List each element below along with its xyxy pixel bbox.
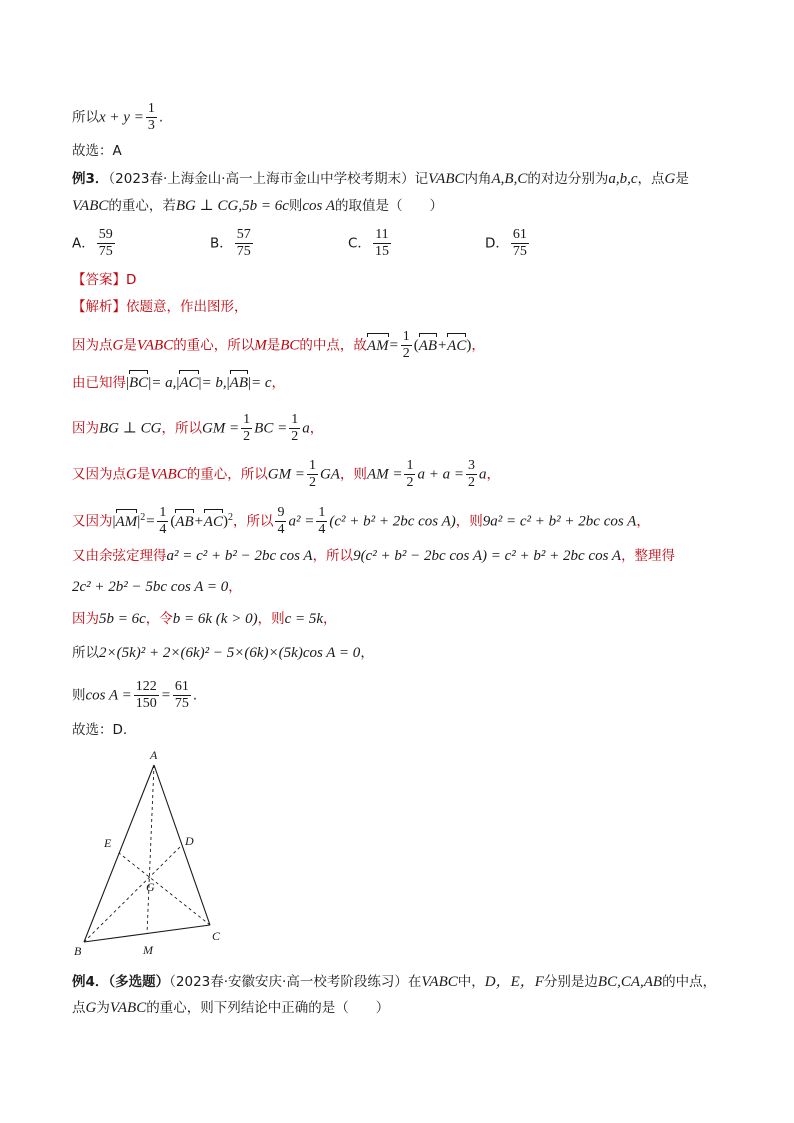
median-am xyxy=(147,765,154,934)
line-x-plus-y: 所以x + y = $\frac{1}{3}$ . xyxy=(72,101,164,133)
fraction: $\frac{1}{3}$ xyxy=(147,101,155,133)
label-e: E xyxy=(104,836,112,850)
label-m: M xyxy=(143,943,153,957)
text: 所以 xyxy=(72,109,99,126)
option-b[interactable]: B． $\frac{57}{75}$ xyxy=(210,227,251,259)
example-4-line-1: 例4．（多选题）（2023春·安徽安庆·高一校考阶段练习）在VABC中，D，E，F分别是边BC,CA,AB的中点， xyxy=(72,974,717,990)
label-d: D xyxy=(185,834,194,848)
solution-step-8: 因为5b = 6c，令b = 6k (k > 0)，则c = 5k， xyxy=(72,611,337,627)
label-b: B xyxy=(74,944,82,958)
label-g: G xyxy=(146,880,155,894)
solution-step-9: 所以2×(5k)² + 2×(6k)² − 5×(6k)×(5k)cos A = 0， xyxy=(72,645,374,661)
option-a[interactable]: A． $\frac{59}{75}$ xyxy=(72,227,113,259)
example-3-line-2: VABC的重心，若BG ⊥ CG,5b = 6c则cos A的取值是（ ） xyxy=(72,198,443,214)
example-4-line-2: 点G为VABC的重心，则下列结论中正确的是（ ） xyxy=(72,1000,390,1016)
example-3-line-1: 例3．（2023春·上海金山·高一上海市金山中学校考期末）记VABC内角A,B,C的对边分别为a,b,c，点G是 xyxy=(72,171,689,187)
solution-step-6: 又由余弦定理得a² = c² + b² − 2bc cos A，所以9(c² + b² − 2bc cos A) = c² + b² + 2bc cos A，整理得 xyxy=(72,548,676,564)
label-c: C xyxy=(212,929,221,943)
median-ce xyxy=(119,853,210,925)
solution-step-5: 又因为$|AM|^2=$ $\frac{1}{4}$ $(AB+AC)^2$，所以 $\frac{9}{4}$ a² = $\frac{1}{4}$ (c² + b² + 2bc cos A)，则9a² = c² + b² + 2bc cos A， xyxy=(72,505,650,537)
options-row xyxy=(72,228,672,260)
analysis-line: 【解析】依题意，作出图形， xyxy=(72,299,248,315)
example-label: 例3． xyxy=(72,171,109,187)
solution-step-7: 2c² + 2b² − 5bc cos A = 0， xyxy=(72,579,242,595)
solution-step-2: 由已知得|BC|= a,|AC|= b,|AB|= c， xyxy=(72,375,286,391)
label-a: A xyxy=(150,748,158,762)
median-bd xyxy=(84,845,182,942)
solution-step-3: 因为BG ⊥ CG，所以GM = $\frac{1}{2}$ BC = $\frac{1}{2}$ a， xyxy=(72,412,324,444)
edge-ac xyxy=(154,765,210,925)
option-c[interactable]: C． $\frac{11}{15}$ xyxy=(348,227,389,259)
example-source: （2023春·上海金山·高一上海市金山中学校考期末） xyxy=(108,171,415,187)
solution-step-1: 因为点G是VABC的重心，所以M是BC的中点，故AM= $\frac{1}{2}$ (AB+AC)， xyxy=(72,329,485,361)
choice-line-d: 故选：D. xyxy=(72,722,128,738)
triangle-figure xyxy=(60,745,240,960)
option-d[interactable]: D． $\frac{61}{75}$ xyxy=(485,227,527,259)
choice-line-a: 故选：A xyxy=(72,143,122,159)
solution-step-4: 又因为点G是VABC的重心，所以GM = $\frac{1}{2}$ GA，则AM = $\frac{1}{2}$ a + a = $\frac{3}{2}$ a， xyxy=(72,458,500,490)
math-expr: x + y = xyxy=(99,109,144,126)
answer-line: 【答案】D xyxy=(72,272,137,288)
solution-step-10: 则cos A = $\frac{122}{150}$ = $\frac{61}{75}$ . xyxy=(72,679,198,711)
